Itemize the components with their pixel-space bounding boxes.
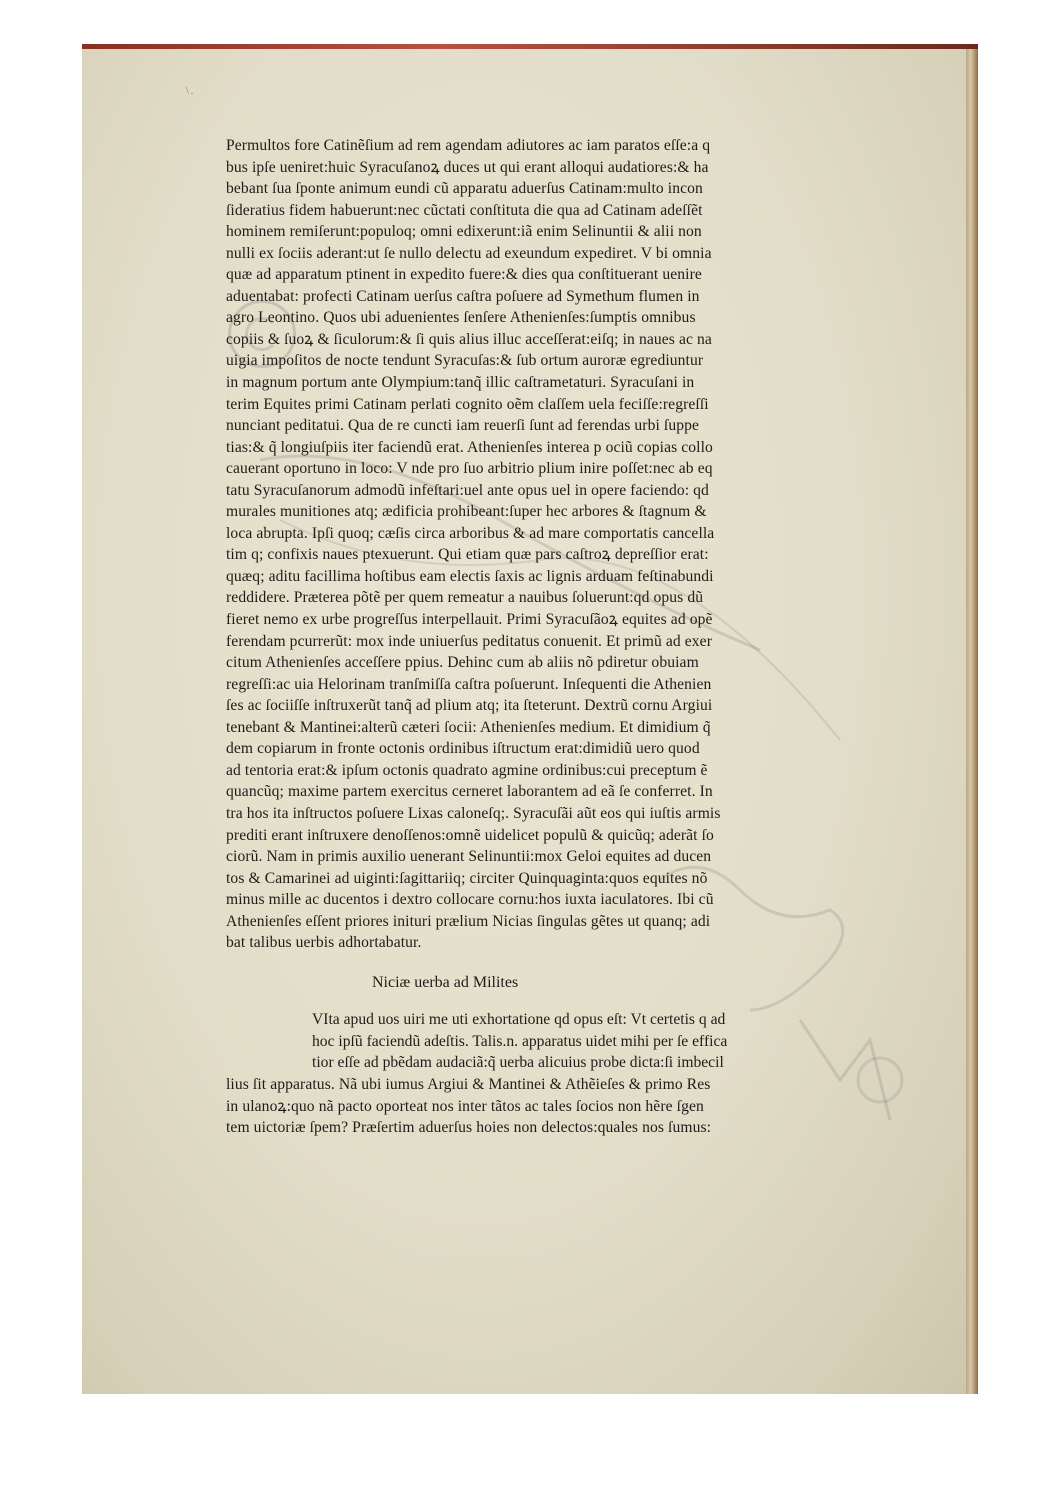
text-line: tim q; confixis naues ptexuerunt. Qui etiam quæ pars caſtroꝝ depreſſior erat:: [226, 546, 709, 564]
text-line: in magnum portum ante Olympium:tanq̃ illic caſtrametaturi. Syracuſani in: [226, 374, 695, 392]
text-line: quæq; aditu facillima hoſtibus eam electis ſaxis ac lignis arduam feſtinabundi: [226, 567, 714, 585]
speech-paragraph: [226, 1009, 876, 1138]
page-fore-edge: [966, 49, 978, 1394]
speech-line: hoc ipſũ faciendũ adeſtis. Talis.n. apparatus uidet mihi per ſe effica: [312, 1032, 728, 1050]
text-line: nunciant peditatui. Qua de re cuncti iam reuerſi ſunt ad ferendas urbi ſuppe: [226, 417, 700, 435]
text-line: quancũq; maxime partem exercitus cerneret laborantem ad eã ſe conferret. In: [226, 783, 713, 801]
text-line: prediti erant inſtruxere denoſſenos:omnẽ uidelicet populũ & quicũq; aderãt ſo: [226, 826, 714, 844]
printed-text-block: [226, 135, 876, 1139]
text-line: loca abrupta. Ipſi quoq; cæſis circa arboribus & ad mare comportatis cancella: [226, 524, 715, 542]
text-line: tra hos ita inſtructos poſuere Lixas caloneſq;. Syracuſãi aũt eos qui iuſtis armis: [226, 804, 721, 822]
speech-line: tem uictoriæ ſpem? Præſertim aduerſus hoies non delectos:quales nos ſumus:: [226, 1119, 712, 1137]
main-paragraph: [226, 135, 876, 954]
text-line: tenebant & Mantinei:alterũ cæteri ſocii: Athenienſes medium. Et dimidium q̃: [226, 718, 711, 736]
text-line: cauerant oportuno in loco: V nde pro ſuo arbitrio plium inire poſſet:nec ab eq: [226, 460, 713, 478]
text-line: Permultos fore Catinẽſium ad rem agendam adiutores ac iam paratos eſſe:a q: [226, 137, 711, 154]
text-line: fieret nemo ex urbe progreſſus interpellauit. Primi Syracuſãoꝝ equites ad opẽ: [226, 611, 713, 629]
text-line: Athenienſes eſſent priores inituri prælium Nicias ſingulas gẽtes ut quanq; adi: [226, 912, 711, 930]
text-line: bus ipſe ueniret:huic Syracuſanoꝝ duces ut qui erant alloqui audatiores:& ha: [226, 158, 709, 176]
text-line: tatu Syracuſanorum admodũ infeſtari:uel ante opus uel in opere faciendo: qd: [226, 481, 709, 499]
text-line: agro Leontino. Quos ubi aduenientes ſenſere Athenienſes:ſumptis omnibus: [226, 309, 696, 327]
text-line: quæ ad apparatum ptinent in expedito fuere:& dies qua conſtituerant uenire: [226, 266, 702, 284]
text-line: minus mille ac ducentos i dextro collocare cornu:hos iuxta iaculatores. Ibi cũ: [226, 891, 714, 909]
text-line: regreſſi:ac uia Helorinam tranſmiſſa caſtra poſuerunt. Inſequenti die Athenien: [226, 675, 712, 693]
text-line: nulli ex ſociis aderant:ut ſe nullo delectu ad exeundum expediret. V bi omnia: [226, 244, 712, 262]
text-line: citum Athenienſes acceſſere ppius. Dehinc cum ab aliis nõ pdiretur obuiam: [226, 654, 699, 672]
text-line: ad tentoria erat:& ipſum octonis quadrato agmine ordinibus:cui preceptum ẽ: [226, 761, 708, 779]
text-line: dem copiarum in fronte octonis ordinibus iſtructum erat:dimidiũ uero quod: [226, 740, 700, 758]
text-line: ciorũ. Nam in primis auxilio uenerant Selinuntii:mox Geloi equites ad ducen: [226, 848, 712, 866]
text-line: terim Equites primi Catinam perlati cognito oẽm claſſem uela feciſſe:regreſſi: [226, 395, 709, 413]
text-line: bebant ſua ſponte animum eundi cũ apparatu aduerſus Catinam:multo incon: [226, 180, 703, 198]
margin-mark: \.: [186, 86, 196, 97]
text-line: reddidere. Præterea põtẽ per quem remeatur a nauibus ſoluerunt:qd opus dũ: [226, 589, 704, 607]
speech-line: in ulanoꝝ:quo nã pacto oporteat nos inter tãtos ac tales ſocios non hẽre ſgen: [226, 1097, 704, 1115]
speech-line: lius ſit apparatus. Nã ubi iumus Argiui & Mantinei & Athẽieſes & primo Res: [226, 1075, 711, 1093]
text-line: murales munitiones atq; ædificia prohibeant:ſuper hec arbores & ſtagnum &: [226, 503, 707, 521]
text-line: bat talibus uerbis adhortabatur.: [226, 934, 422, 952]
text-line: ſideratius fidem habuerunt:nec cũctati conſtituta die qua ad Catinam adeſſẽt: [226, 201, 703, 219]
text-line: aduentabat: profecti Catinam uerſus caſtra poſuere ad Symethum flumen in: [226, 287, 700, 305]
section-heading: Niciæ uerba ad Milites: [372, 973, 519, 991]
text-line: uigia impoſitos de nocte tendunt Syracuſas:& ſub ortum auroræ egrediuntur: [226, 352, 704, 370]
text-line: ſes ac ſociiſſe inſtruxerũt tanq̃ ad plium atq; ita ſteterunt. Dextrũ cornu Argiui: [226, 697, 713, 715]
speech-line: tior eſſe ad pbẽdam audaciã:q̃ uerba alicuius probe dicta:ſi imbecil: [312, 1054, 724, 1072]
text-line: copiis & ſuoꝝ & ſiculorum:& ſi quis alius illuc acceſſerat:eiſq; in naues ac na: [226, 330, 712, 348]
text-line: tias:& q̃ longiuſpiis iter faciendũ erat. Athenienſes interea p ociũ copias collo: [226, 438, 713, 456]
text-line: hominem remiſerunt:populoq; omni edixerunt:iã enim Selinuntii & alii non: [226, 223, 702, 241]
text-line: ferendam pcurrerũt: mox inde uniuerſus peditatus conuenit. Et primũ ad exer: [226, 632, 712, 650]
speech-line: VIta apud uos uiri me uti exhortatione qd opus eſt: Vt certetis q ad: [312, 1011, 726, 1029]
text-line: tos & Camarinei ad uiginti:ſagittariiq; circiter Quinquaginta:quos equites nõ: [226, 869, 708, 887]
